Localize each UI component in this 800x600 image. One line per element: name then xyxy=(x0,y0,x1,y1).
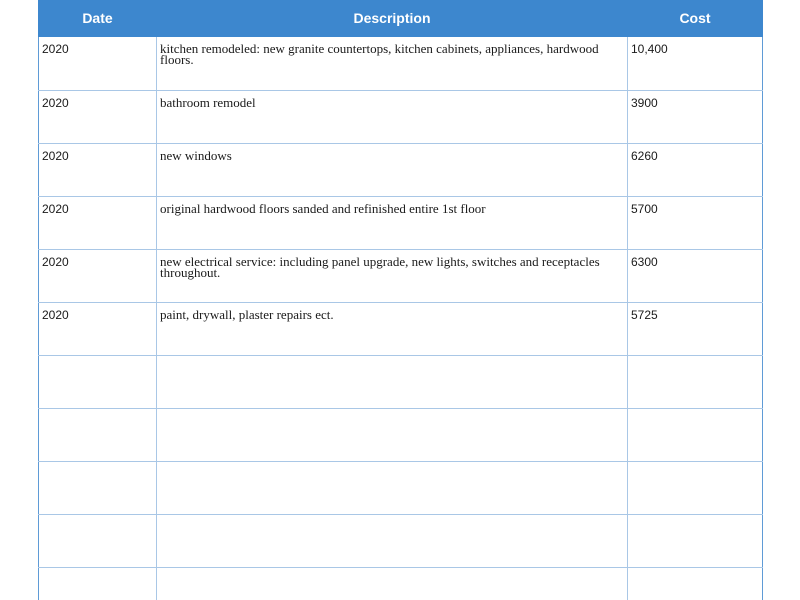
table-row xyxy=(39,302,763,355)
description-cell xyxy=(157,355,628,408)
cost-cell: 3900 xyxy=(628,90,763,143)
date-cell xyxy=(39,514,157,567)
table-row xyxy=(39,567,763,600)
cost-cell xyxy=(628,567,763,600)
date-cell: 2020 xyxy=(39,249,157,302)
cost-cell: 6260 xyxy=(628,143,763,196)
date-cell xyxy=(39,355,157,408)
description-cell: new electrical service: including panel upgrade, new lights, switches and receptacles throughout. xyxy=(157,249,628,302)
cost-cell xyxy=(628,514,763,567)
date-column-header: Date xyxy=(39,0,157,37)
cost-cell: 6300 xyxy=(628,249,763,302)
date-cell: 2020 xyxy=(39,196,157,249)
table-row xyxy=(39,249,763,302)
date-cell xyxy=(39,461,157,514)
table-body xyxy=(39,37,763,600)
date-cell xyxy=(39,567,157,600)
date-cell xyxy=(39,408,157,461)
description-cell xyxy=(157,514,628,567)
cost-cell xyxy=(628,355,763,408)
table-header xyxy=(39,0,763,37)
cost-cell: 5700 xyxy=(628,196,763,249)
cost-cell: 5725 xyxy=(628,302,763,355)
date-cell: 2020 xyxy=(39,37,157,90)
cost-cell xyxy=(628,408,763,461)
table-row xyxy=(39,143,763,196)
description-column-header: Description xyxy=(157,0,628,37)
table-row xyxy=(39,514,763,567)
description-cell xyxy=(157,567,628,600)
description-cell: original hardwood floors sanded and refinished entire 1st floor xyxy=(157,196,628,249)
table-row xyxy=(39,90,763,143)
cost-cell xyxy=(628,461,763,514)
description-cell xyxy=(157,408,628,461)
description-cell xyxy=(157,461,628,514)
description-cell: paint, drywall, plaster repairs ect. xyxy=(157,302,628,355)
description-cell: new windows xyxy=(157,143,628,196)
table-row xyxy=(39,355,763,408)
table-row xyxy=(39,408,763,461)
improvements-table xyxy=(38,0,763,600)
header-row xyxy=(39,0,763,37)
date-cell: 2020 xyxy=(39,302,157,355)
cost-cell: 10,400 xyxy=(628,37,763,90)
description-cell: kitchen remodeled: new granite countertops, kitchen cabinets, appliances, hardwood floors. xyxy=(157,37,628,90)
date-cell: 2020 xyxy=(39,90,157,143)
table-row xyxy=(39,461,763,514)
description-cell: bathroom remodel xyxy=(157,90,628,143)
table-row xyxy=(39,196,763,249)
cost-column-header: Cost xyxy=(628,0,763,37)
date-cell: 2020 xyxy=(39,143,157,196)
table-row xyxy=(39,37,763,90)
